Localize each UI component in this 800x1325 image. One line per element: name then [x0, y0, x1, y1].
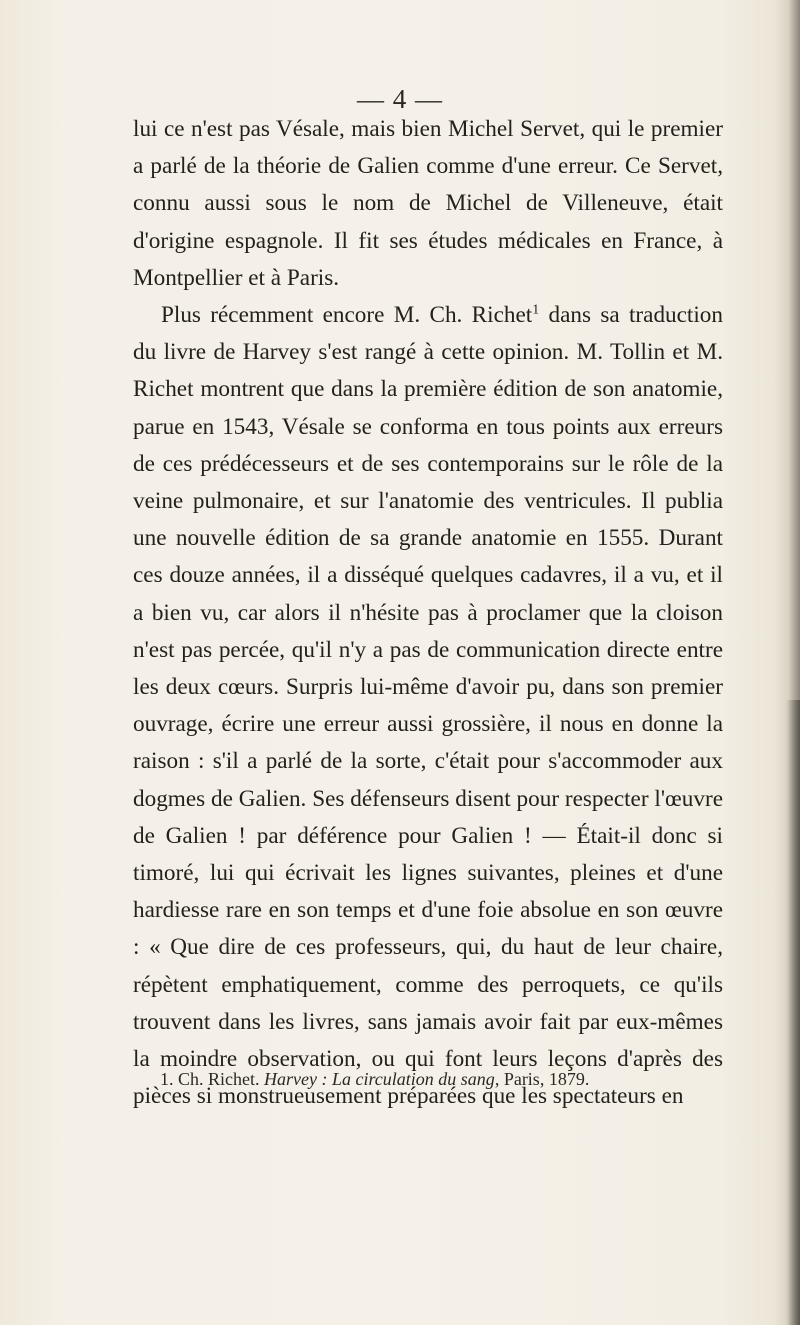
footnote-author: Ch. Richet.: [178, 1069, 260, 1089]
footnote-rest: , Paris, 1879.: [494, 1069, 590, 1089]
page-number: — 4 —: [357, 84, 443, 114]
body-text: [133, 111, 723, 1115]
footnote-marker[interactable]: 1: [532, 302, 540, 318]
footnote: [160, 1066, 720, 1092]
paragraph-2-rest: dans sa traduction du livre de Harvey s'est rangé à cette opinion. M. Tollin et M. Richet montrent que dans la première édition de son anatomie, parue en 1543, Vésale se conforma en tous points aux erreurs de ces prédécesseurs et de ses contemporains sur le rôle de la veine pulmonaire, et sur l'anatomie des ventricules. Il publia une nouvelle édition de sa grande anatomie en 1555. Durant ces douze années, il a disséqué quelques cadavres, il a vu, et il a bien vu, car alors il n'hésite pas à proclamer que la cloison n'est pas percée, qu'il n'y a pas de communication directe entre les deux cœurs. Surpris lui-même d'avoir pu, dans son premier ouvrage, écrire une erreur aussi grossière, il nous en donne la raison : s'il a parlé de la sorte, c'était pour s'accommoder aux dogmes de Galien. Ses défenseurs disent pour respecter l'œuvre de Galien ! par déférence pour Galien ! — Était-il donc si timoré, lui qui écrivait les lignes suivantes, pleines et d'une hardiesse rare en son temps et d'une foie absolue en son œuvre : « Que dire de ces professeurs, qui, du haut de leur chaire, répètent emphatiquement, comme des perroquets, ce qu'ils trouvent dans les livres, sans jamais avoir fait par eux-mêmes la moindre observation, ou qui font leurs leçons d'après des pièces si monstrueusement préparées que les spectateurs en: [133, 302, 723, 1110]
paragraph-1: lui ce n'est pas Vésale, mais bien Michel Servet, qui le premier a parlé de la théorie de Galien comme d'une erreur. Ce Servet, connu aussi sous le nom de Michel de Villeneuve, était d'origine espagnole. Il fit ses études médicales en France, à Montpellier et à Paris.: [133, 116, 723, 291]
page-edge-shadow-lower: [786, 700, 800, 1325]
paragraph-2: [133, 297, 723, 1115]
footnote-title: Harvey : La circulation du sang: [264, 1069, 495, 1089]
footnote-number: 1.: [160, 1069, 174, 1089]
paragraph-2-start: Plus récemment encore M. Ch. Richet: [161, 302, 533, 329]
